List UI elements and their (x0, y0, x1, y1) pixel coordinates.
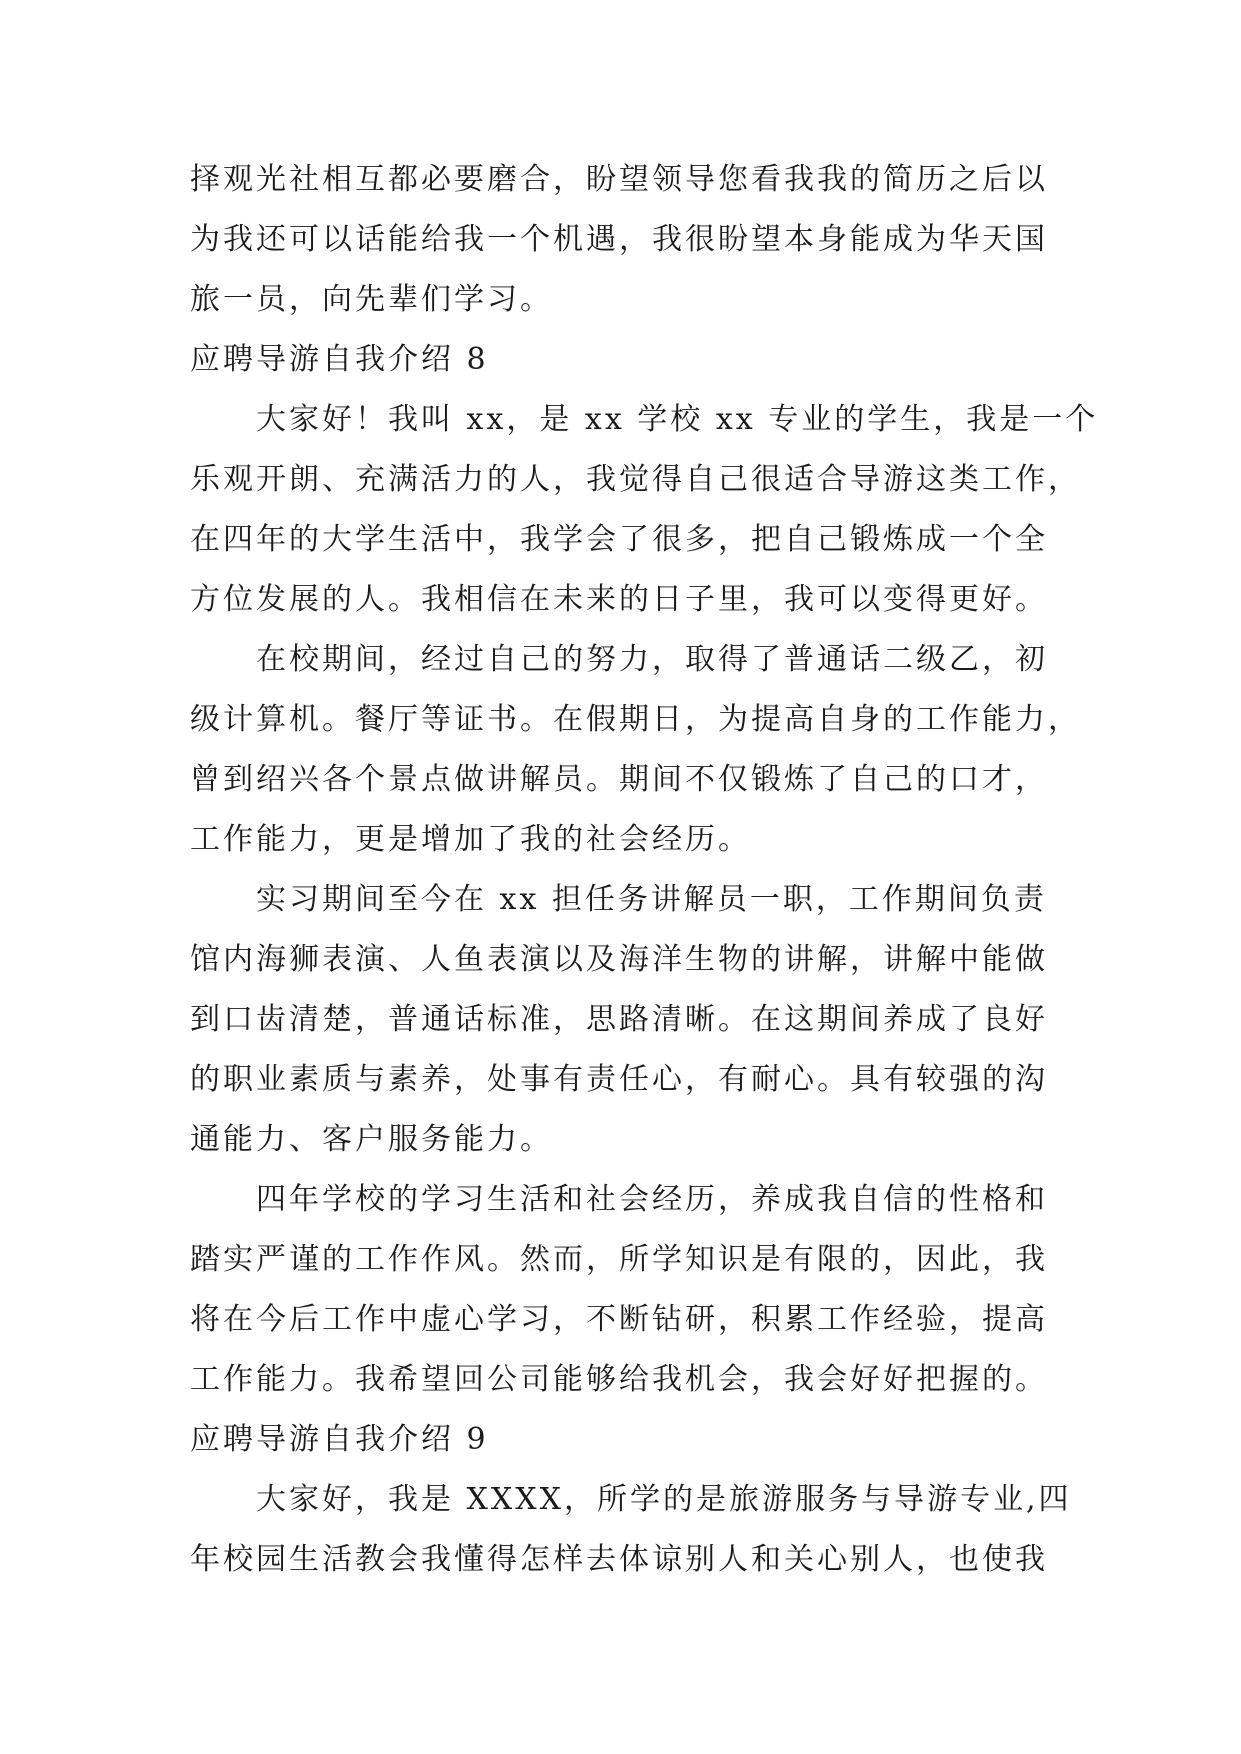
text-line: 的职业素质与素养，处事有责任心，有耐心。具有较强的沟 (190, 1062, 1048, 1097)
text-line: 乐观开朗、充满活力的人，我觉得自己很适合导游这类工作， (190, 462, 1081, 497)
text-line: 馆内海狮表演、人鱼表演以及海洋生物的讲解，讲解中能做 (190, 942, 1048, 977)
text-line: 为我还可以话能给我一个机遇，我很盼望本身能成为华天国 (190, 222, 1048, 257)
text-line: 曾到绍兴各个景点做讲解员。期间不仅锻炼了自己的口才， (190, 762, 1048, 797)
text-line: 大家好，我是 XXXX，所学的是旅游服务与导游专业,四 (256, 1482, 1072, 1517)
text-line: 方位发展的人。我相信在未来的日子里，我可以变得更好。 (190, 582, 1048, 617)
text-line: 择观光社相互都必要磨合，盼望领导您看我我的简历之后以 (190, 162, 1048, 197)
text-line: 踏实严谨的工作作风。然而，所学知识是有限的，因此，我 (190, 1242, 1048, 1277)
text-line: 工作能力。我希望回公司能够给我机会，我会好好把握的。 (190, 1362, 1048, 1397)
text-line: 级计算机。餐厅等证书。在假期日，为提高自身的工作能力， (190, 702, 1081, 737)
text-line: 大家好！我叫 xx，是 xx 学校 xx 专业的学生，我是一个 (256, 402, 1099, 437)
paragraph (190, 630, 1081, 870)
paragraph (190, 870, 1070, 1170)
text-line: 在四年的大学生活中，我学会了很多，把自己锻炼成一个全 (190, 522, 1048, 557)
text-line: 在校期间，经过自己的努力，取得了普通话二级乙，初 (256, 642, 1048, 677)
text-line: 年校园生活教会我懂得怎样去体谅别人和关心别人，也使我 (190, 1542, 1048, 1577)
text-line: 实习期间至今在 xx 担任务讲解员一职，工作期间负责 (256, 882, 1047, 917)
text-line: 通能力、客户服务能力。 (190, 1122, 553, 1157)
text-line: 将在今后工作中虚心学习，不断钻研，积累工作经验，提高 (190, 1302, 1048, 1337)
text-line: 四年学校的学习生活和社会经历，养成我自信的性格和 (256, 1182, 1048, 1217)
section-heading: 应聘导游自我介绍 8 (190, 342, 489, 377)
paragraph (190, 390, 1099, 630)
paragraph (190, 1470, 1070, 1590)
continuation-paragraph (190, 150, 1070, 330)
text-line: 工作能力，更是增加了我的社会经历。 (190, 822, 751, 857)
text-line: 旅一员，向先辈们学习。 (190, 282, 553, 317)
document-page (190, 150, 1099, 1590)
text-line: 到口齿清楚，普通话标准，思路清晰。在这期间养成了良好 (190, 1002, 1048, 1037)
section-heading: 应聘导游自我介绍 9 (190, 1422, 489, 1457)
paragraph (190, 1170, 1070, 1410)
